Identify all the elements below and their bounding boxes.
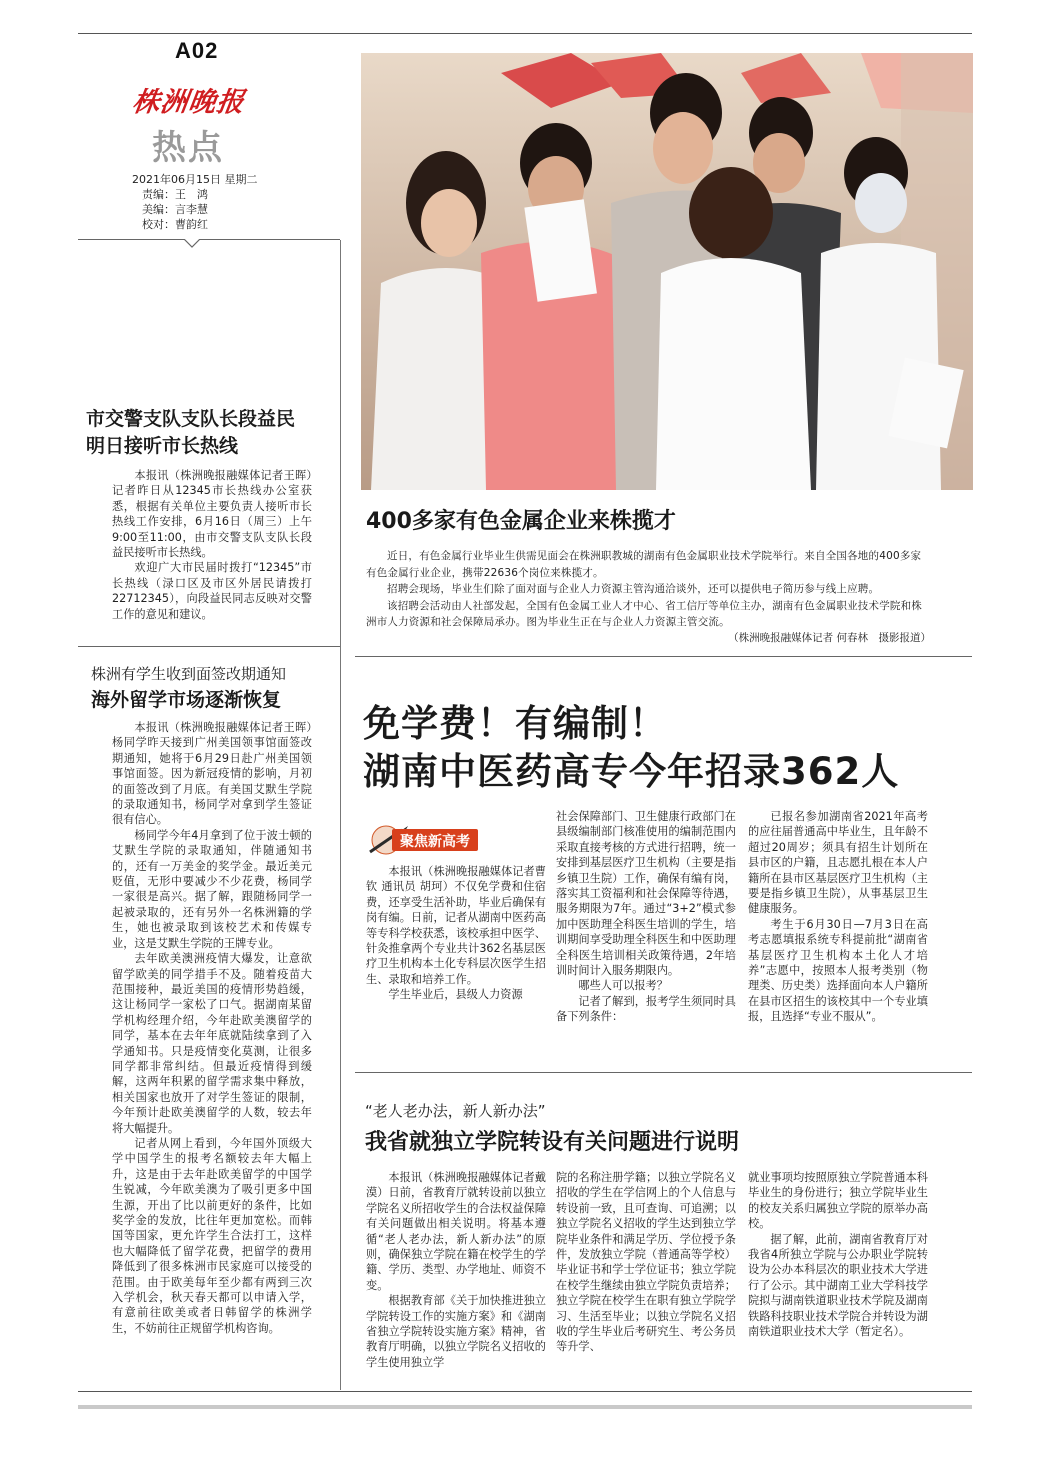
bottom-story-paragraph: 院的名称注册学籍；以独立学院名义招收的学生在学信网上的个人信息与转设前一致，且可查询、可追溯；以独立学院名义招收的学生达到独立学院毕业条件和满足学历、学位授予条件，发放独立学院（普通高等学校）毕业证书和学士学位证书；独立学院在校学生继续由独立学院负责培养；独立学院在校学生在职有独立学院学习、生活至毕业；以独立学院名义招收的学生毕业后考研究生、考公务员等升学、 bbox=[556, 1171, 736, 1354]
page-number: A02 bbox=[175, 38, 219, 63]
focus-badge bbox=[366, 824, 536, 856]
editor-credit: 责编：王 鸿 bbox=[142, 188, 208, 201]
bottom-story-paragraph: 本报讯（株洲晚报融媒体记者戴漠）日前，省教育厅就转设前以独立学院名义所招收学生的合法权益保障有关问题做出相关说明。将基本遵循“老人老办法，新人新办法”的原则，确保独立学院在籍在校学生的学籍、学历、类型、办学地址、师资不变。 bbox=[366, 1171, 546, 1292]
bottom-story-paragraph: 根据教育部《关于加快推进独立学院转设工作的实施方案》和《湖南省独立学院转设实施方案》精神，省教育厅明确，以独立学院名义招收的学生使用独立学 bbox=[366, 1294, 546, 1369]
lead-story-title: 400多家有色金属企业来株揽才 bbox=[366, 509, 676, 534]
bottom-story-title: 我省就独立学院转设有关问题进行说明 bbox=[365, 1130, 740, 1155]
feature-story-paragraph: 已报名参加湖南省2021年高考的应往届普通高中毕业生，且年龄不超过20周岁；须具有招生计划所在县市区的户籍，且志愿扎根在本人户籍所在县市区基层医疗卫生机构（主要是指乡镇卫生院），从事基层卫生健康服务。 bbox=[748, 810, 928, 916]
section-title: 热点 bbox=[152, 128, 224, 168]
left-story-1-paragraph: 欢迎广大市民届时拨打“12345”市长热线（渌口区及市区外居民请拨打22712345），向段益民同志反映对交警工作的意见和建议。 bbox=[112, 561, 312, 621]
feature-story-title-line2: 湖南中医药高专今年招录362人 bbox=[363, 750, 900, 793]
lead-story-paragraph: 近日，有色金属行业毕业生供需见面会在株洲职教城的湖南有色金属职业技术学院举行。来自全国各地的400多家有色金属行业企业，携带22636个岗位来株揽才。 bbox=[366, 550, 922, 579]
newspaper-logo: 株洲晚报 bbox=[130, 87, 247, 118]
proofreader-credit: 校对：曹韵红 bbox=[142, 218, 208, 231]
left-story-1-paragraph: 本报讯（株洲晚报融媒体记者王晖）记者昨日从12345市长热线办公室获悉，根据有关单位主要负责人接听市长热线工作安排，6月16日（周三）上午9:00至11:00，由市交警支队支队长段益民接听市长热线。 bbox=[112, 469, 312, 560]
lead-story-paragraph: 该招聘会活动由人社部发起，全国有色金属工业人才中心、省工信厅等单位主办，湖南有色金属职业技术学院和株洲市人力资源和社会保障局承办。图为毕业生正在与企业人力资源主管交流。 bbox=[366, 599, 922, 628]
feature-story-subhead: 哪些人可以报考？ bbox=[578, 979, 668, 993]
left-story-2-paragraph: 记者从网上看到，今年国外顶级大学中国学生的报考名额较去年大幅上升，这是由于去年赴欧美留学的中国学生锐减，今年欧美澳为了吸引更多中国生源，开出了比以前更好的条件，比如奖学金的发放，比往年更加宽松。而韩国等国家，更允许学生合法打工，这样也大幅降低了留学花费，把留学的费用降低到了很多株洲市民家庭可以接受的范围。由于欧美每年至少都有两到三次入学机会，秋天春天都可以申请入学，有意前往欧美或者日韩留学的株洲学生，不妨前往正规留学机构咨询。 bbox=[112, 1136, 312, 1335]
bottom-story-col3 bbox=[748, 1170, 928, 1339]
left-story-1-body bbox=[112, 468, 312, 622]
bottom-story-kicker: “老人老办法，新人新办法” bbox=[365, 1102, 546, 1120]
left-story-1-title-line1: 市交警支队支队长段益民 bbox=[86, 408, 296, 430]
issue-meta bbox=[132, 172, 258, 232]
feature-story-paragraph: 本报讯（株洲晚报融媒体记者曹钦 通讯员 胡珂）不仅免学费和住宿费，还享受生活补助，毕业后确保有岗有编。日前，记者从湖南中医药高等专科学校获悉，该校承担中医学、针灸推拿两个专业共计362名基层医疗卫生机构本土化专科层次医学生招生、录取和培养工作。 bbox=[366, 865, 546, 986]
job-fair-photo-illustration bbox=[361, 53, 973, 490]
left-story-2-paragraph: 去年欧美澳洲疫情大爆发，让意欲留学欧美的同学措手不及。随着疫苗大范围接种，最近美国的疫情形势趋缓，这让杨同学一家松了口气。据湖南某留学机构经理介绍，今年赴欧美澳留学的同学，基本在去年年底就陆续拿到了入学通知书。只是疫情变化莫测，让很多同学都非常纠结。但最近疫情得到缓解，这两年积累的留学需求集中释放，相关国家也放开了对学生签证的限制，今年预计赴欧美澳留学的人数，较去年将大幅提升。 bbox=[112, 952, 312, 1135]
left-story-2-kicker: 株洲有学生收到面签改期通知 bbox=[91, 665, 287, 683]
left-story-2-body bbox=[112, 720, 312, 1336]
left-story-1-title bbox=[86, 406, 295, 460]
job-fair-photo bbox=[361, 53, 973, 490]
lead-story-caption bbox=[366, 548, 931, 631]
feature-story-paragraph: 社会保障部门、卫生健康行政部门在县级编制部门核准使用的编制范围内采取直接考核的方式进行招聘，统一安排到基层医疗卫生机构（主要是指乡镇卫生院）工作，确保有编有岗，落实其工资福利和社会保障等待遇，服务期限为7年。通过“3+2”模式参加中医助理全科医生培训的学生，培训期间享受助理全科医生和中医助理全科医生培训相关政策待遇，2年培训时间计入服务期限内。 bbox=[556, 810, 736, 978]
chevron-down-icon bbox=[183, 239, 201, 249]
bottom-story-paragraph: 就业事项均按照原独立学院普通本科毕业生的身份进行；独立学院毕业生的校友关系归属独立学院的原举办高校。 bbox=[748, 1171, 928, 1231]
feature-story-title bbox=[363, 700, 899, 796]
left-story-2-title: 海外留学市场逐渐恢复 bbox=[91, 689, 282, 711]
focus-badge-label: 聚焦新高考 bbox=[392, 829, 478, 851]
left-story-2-paragraph: 杨同学今年4月拿到了位于波士顿的艾默生学院的录取通知，伴随通知书的，还有一万美金的奖学金。最近美元贬值，无形中要减少不少花费，杨同学一家很是高兴。据了解，跟随杨同学一起被录取的，还有另外一名株洲籍的学生，她也被录取到该校艺术和传媒专业，这是艾默生学院的王牌专业。 bbox=[112, 828, 312, 950]
bottom-story-col2 bbox=[556, 1170, 736, 1355]
feature-story-paragraph: 学生毕业后，县级人力资源 bbox=[388, 988, 523, 1002]
feature-story-col1 bbox=[366, 864, 546, 1003]
designer-credit: 美编：言李慧 bbox=[142, 203, 208, 216]
bottom-story-col1 bbox=[366, 1170, 546, 1370]
feature-story-paragraph: 记者了解到，报考学生须同时具备下列条件： bbox=[556, 994, 736, 1024]
bottom-story-paragraph: 据了解，此前，湖南省教育厅对我省4所独立学院与公办职业学院转设为公办本科层次的职业技术大学进行了公示。其中湖南工业大学科技学院拟与湖南铁道职业技术学院及湖南铁路科技职业技术学院合并转设为湖南铁道职业技术大学（暂定名）。 bbox=[748, 1232, 928, 1339]
lead-story-credit: （株洲晚报融媒体记者 何春林 摄影报道） bbox=[728, 632, 931, 644]
feature-story-col3 bbox=[748, 809, 928, 1025]
left-story-2-paragraph: 本报讯（株洲晚报融媒体记者王晖）杨同学昨天接到广州美国领事馆面签改期通知，她将于6月29日赴广州美国领事馆面签。因为新冠疫情的影响，月初的面签改到了月底。有美国艾默生学院的录取通知书，杨同学对拿到学生签证很有信心。 bbox=[112, 721, 312, 827]
feature-story-paragraph: 考生于6月30日—7月3日在高考志愿填报系统专科提前批“湖南省基层医疗卫生机构本土化人才培养”志愿中，按照本人报考类别（物理类、历史类）选择面向本人户籍所在县市区招生的该校其中一个专业填报，且选择“专业不服从”。 bbox=[748, 917, 928, 1024]
lead-story-paragraph: 招聘会现场，毕业生们除了面对面与企业人力资源主管沟通洽谈外，还可以提供电子简历参与线上应聘。 bbox=[387, 583, 880, 595]
issue-date: 2021年06月15日 星期二 bbox=[132, 173, 258, 186]
left-story-1-title-line2: 明日接听市长热线 bbox=[86, 435, 239, 457]
feature-story-col2 bbox=[556, 809, 736, 1025]
feature-story-title-line1: 免学费！有编制！ bbox=[363, 702, 667, 745]
footer-band bbox=[78, 1405, 972, 1409]
